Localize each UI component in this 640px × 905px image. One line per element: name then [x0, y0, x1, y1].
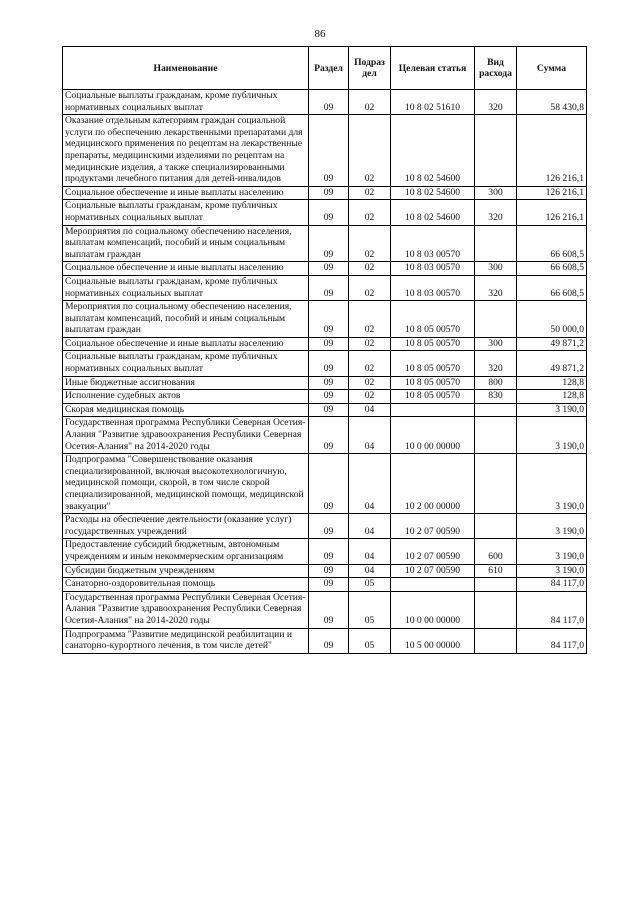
row-name: Подпрограмма "Развитие медицинской реабилитации и санаторно-курортного лечения, в том числе детей"	[63, 628, 309, 653]
row-section: 09	[309, 564, 349, 578]
header-subsection: Подраз дел	[349, 47, 391, 90]
row-target	[391, 403, 475, 417]
row-target	[391, 578, 475, 592]
row-name: Субсидии бюджетным учреждениям	[63, 564, 309, 578]
row-name: Государственная программа Республики Северная Осетия-Алания "Развитие здравоохранения Республики Северная Осетия-Алания" на 2014-2020 годы	[63, 591, 309, 628]
row-target: 10 8 02 51610	[391, 90, 475, 115]
table-row	[63, 564, 587, 578]
row-name: Санаторно-оздоровительная помощь	[63, 578, 309, 592]
header-expense-type: Вид расхода	[475, 47, 517, 90]
row-target: 10 8 03 00570	[391, 225, 475, 262]
row-name: Иные бюджетные ассигнования	[63, 376, 309, 390]
row-section: 09	[309, 262, 349, 276]
row-subsection: 04	[349, 539, 391, 564]
row-section: 09	[309, 90, 349, 115]
row-sum: 84 117,0	[517, 591, 587, 628]
row-subsection: 02	[349, 115, 391, 187]
row-section: 09	[309, 514, 349, 539]
row-subsection: 04	[349, 514, 391, 539]
row-expense-type	[475, 591, 517, 628]
page-number: 86	[314, 28, 326, 40]
row-target: 10 8 05 00570	[391, 390, 475, 404]
row-name: Государственная программа Республики Северная Осетия-Алания "Развитие здравоохранения Республики Северная Осетия-Алания" на 2014-2020 годы	[63, 417, 309, 454]
table-row	[63, 275, 587, 300]
row-expense-type: 320	[475, 351, 517, 376]
row-expense-type	[475, 454, 517, 514]
table-row	[63, 578, 587, 592]
row-name: Скорая медицинская помощь	[63, 403, 309, 417]
row-section: 09	[309, 628, 349, 653]
row-expense-type	[475, 578, 517, 592]
row-expense-type	[475, 301, 517, 338]
row-name: Социальные выплаты гражданам, кроме публичных нормативных социальных выплат	[63, 351, 309, 376]
row-subsection: 05	[349, 591, 391, 628]
row-sum: 3 190,0	[517, 417, 587, 454]
row-expense-type	[475, 225, 517, 262]
header-target: Целевая статья	[391, 47, 475, 90]
table-row	[63, 539, 587, 564]
row-target: 10 2 00 00000	[391, 454, 475, 514]
row-target: 10 8 02 54600	[391, 200, 475, 225]
row-section: 09	[309, 539, 349, 564]
row-section: 09	[309, 351, 349, 376]
table-row	[63, 628, 587, 653]
row-subsection: 02	[349, 275, 391, 300]
row-subsection: 04	[349, 403, 391, 417]
row-section: 09	[309, 337, 349, 351]
row-section: 09	[309, 578, 349, 592]
row-expense-type: 320	[475, 275, 517, 300]
row-expense-type	[475, 417, 517, 454]
row-section: 09	[309, 301, 349, 338]
row-target: 10 2 07 00590	[391, 539, 475, 564]
row-section: 09	[309, 186, 349, 200]
row-name: Мероприятия по социальному обеспечению населения, выплатам компенсаций, пособий и иным социальным выплатам граждан	[63, 301, 309, 338]
table-row	[63, 454, 587, 514]
row-sum: 3 190,0	[517, 514, 587, 539]
row-name: Предоставление субсидий бюджетным, автономным учреждениям и иным некоммерческим организациям	[63, 539, 309, 564]
table-row	[63, 262, 587, 276]
row-target: 10 8 05 00570	[391, 376, 475, 390]
row-sum: 126 216,1	[517, 186, 587, 200]
row-sum: 66 608,5	[517, 275, 587, 300]
row-name: Социальное обеспечение и иные выплаты населению	[63, 262, 309, 276]
row-subsection: 02	[349, 90, 391, 115]
row-target: 10 8 05 00570	[391, 337, 475, 351]
row-sum: 49 871,2	[517, 337, 587, 351]
row-sum: 3 190,0	[517, 539, 587, 564]
row-sum: 66 608,5	[517, 262, 587, 276]
row-sum: 66 608,5	[517, 225, 587, 262]
table-row	[63, 351, 587, 376]
table-row	[63, 200, 587, 225]
row-section: 09	[309, 417, 349, 454]
row-sum: 3 190,0	[517, 403, 587, 417]
row-sum: 58 430,8	[517, 90, 587, 115]
row-target: 10 2 07 00590	[391, 514, 475, 539]
row-target: 10 8 03 00570	[391, 275, 475, 300]
row-name: Социальное обеспечение и иные выплаты населению	[63, 337, 309, 351]
budget-table	[62, 46, 587, 654]
header-name: Наименование	[63, 47, 309, 90]
row-expense-type: 320	[475, 200, 517, 225]
row-subsection: 05	[349, 578, 391, 592]
row-section: 09	[309, 200, 349, 225]
table-row	[63, 186, 587, 200]
row-section: 09	[309, 225, 349, 262]
table-row	[63, 115, 587, 187]
row-subsection: 02	[349, 376, 391, 390]
row-target: 10 8 02 54600	[391, 186, 475, 200]
row-expense-type	[475, 403, 517, 417]
header-section: Раздел	[309, 47, 349, 90]
row-subsection: 02	[349, 351, 391, 376]
row-subsection: 02	[349, 301, 391, 338]
table-row	[63, 337, 587, 351]
table-row	[63, 376, 587, 390]
row-sum: 3 190,0	[517, 564, 587, 578]
row-section: 09	[309, 376, 349, 390]
row-target: 10 8 05 00570	[391, 351, 475, 376]
row-sum: 84 117,0	[517, 628, 587, 653]
row-expense-type: 800	[475, 376, 517, 390]
table-row	[63, 514, 587, 539]
row-subsection: 02	[349, 200, 391, 225]
table-header-row	[63, 47, 587, 90]
row-expense-type	[475, 628, 517, 653]
table-row	[63, 591, 587, 628]
row-name: Социальные выплаты гражданам, кроме публичных нормативных социальных выплат	[63, 200, 309, 225]
row-subsection: 02	[349, 225, 391, 262]
row-sum: 126 216,1	[517, 200, 587, 225]
table-row	[63, 90, 587, 115]
row-subsection: 04	[349, 564, 391, 578]
row-expense-type: 300	[475, 337, 517, 351]
header-sum: Сумма	[517, 47, 587, 90]
row-subsection: 05	[349, 628, 391, 653]
row-expense-type: 600	[475, 539, 517, 564]
row-expense-type: 610	[475, 564, 517, 578]
row-section: 09	[309, 454, 349, 514]
row-name: Подпрограмма "Совершенствование оказания специализированной, включая высокотехнологичную, медицинской помощи, скорой, в том числе скорой специализированной, медицинской помощи, медицинской эвакуации"	[63, 454, 309, 514]
table-row	[63, 225, 587, 262]
row-section: 09	[309, 403, 349, 417]
row-subsection: 04	[349, 417, 391, 454]
row-subsection: 02	[349, 390, 391, 404]
table-row	[63, 390, 587, 404]
row-name: Расходы на обеспечение деятельности (оказание услуг) государственных учреждений	[63, 514, 309, 539]
row-section: 09	[309, 591, 349, 628]
row-sum: 126 216,1	[517, 115, 587, 187]
row-sum: 50 000,0	[517, 301, 587, 338]
row-target: 10 0 00 00000	[391, 417, 475, 454]
row-section: 09	[309, 115, 349, 187]
row-name: Социальное обеспечение и иные выплаты населению	[63, 186, 309, 200]
row-expense-type: 320	[475, 90, 517, 115]
row-sum: 84 117,0	[517, 578, 587, 592]
row-target: 10 5 00 00000	[391, 628, 475, 653]
row-target: 10 8 02 54600	[391, 115, 475, 187]
row-sum: 3 190,0	[517, 454, 587, 514]
row-subsection: 02	[349, 337, 391, 351]
row-expense-type	[475, 115, 517, 187]
row-name: Исполнение судебных актов	[63, 390, 309, 404]
row-subsection: 02	[349, 262, 391, 276]
row-subsection: 04	[349, 454, 391, 514]
table-row	[63, 403, 587, 417]
row-name: Социальные выплаты гражданам, кроме публичных нормативных социальных выплат	[63, 275, 309, 300]
row-sum: 128,8	[517, 390, 587, 404]
row-expense-type: 300	[475, 262, 517, 276]
row-expense-type	[475, 514, 517, 539]
row-expense-type: 830	[475, 390, 517, 404]
row-sum: 49 871,2	[517, 351, 587, 376]
table-row	[63, 301, 587, 338]
row-target: 10 0 00 00000	[391, 591, 475, 628]
row-section: 09	[309, 275, 349, 300]
row-name: Мероприятия по социальному обеспечению населения, выплатам компенсаций, пособий и иным социальным выплатам граждан	[63, 225, 309, 262]
row-sum: 128,8	[517, 376, 587, 390]
row-name: Социальные выплаты гражданам, кроме публичных нормативных социальных выплат	[63, 90, 309, 115]
table-row	[63, 417, 587, 454]
row-expense-type: 300	[475, 186, 517, 200]
row-target: 10 2 07 00590	[391, 564, 475, 578]
row-target: 10 8 05 00570	[391, 301, 475, 338]
row-section: 09	[309, 390, 349, 404]
row-subsection: 02	[349, 186, 391, 200]
row-target: 10 8 03 00570	[391, 262, 475, 276]
row-name: Оказание отдельным категориям граждан социальной услуги по обеспечению лекарственными препаратами для медицинского применения по рецептам на лекарственные препараты, медицинскими изделиями по рецептам на медицинские изделия, а также специализированными продуктами лечебного питания для детей-инвалидов	[63, 115, 309, 187]
